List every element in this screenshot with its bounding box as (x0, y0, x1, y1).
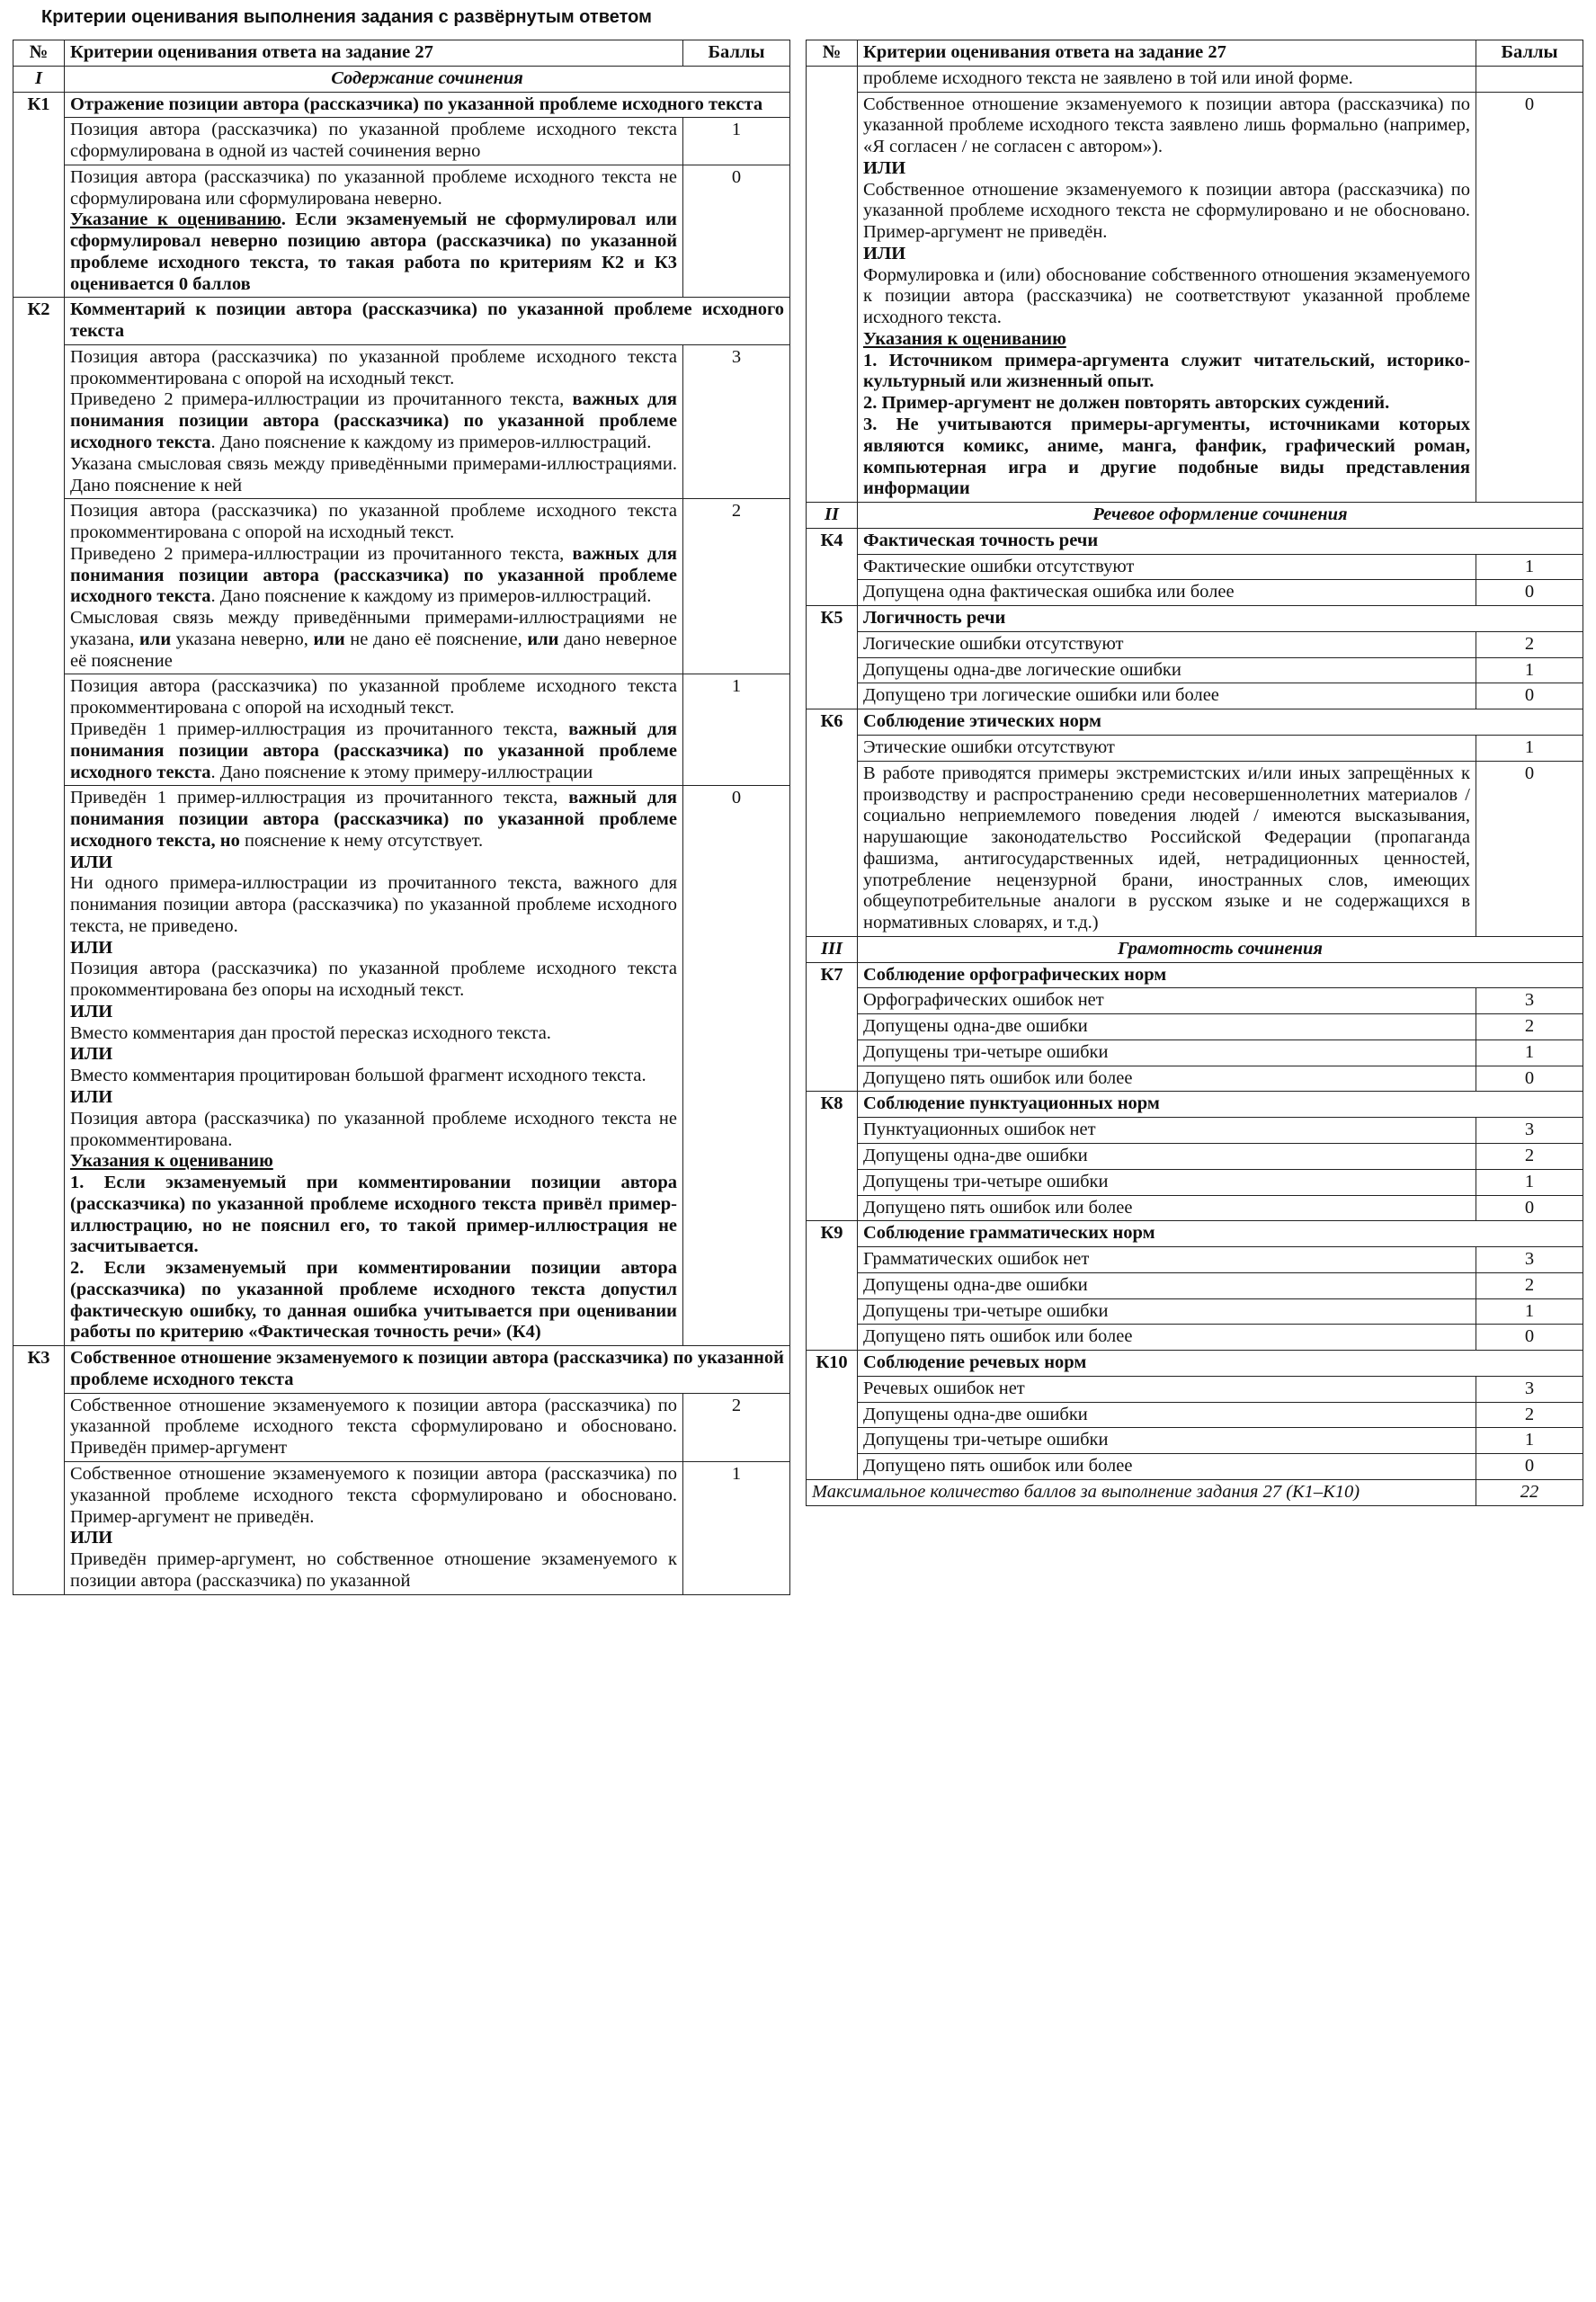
score-row (807, 1066, 1583, 1092)
section-number: I (13, 66, 65, 92)
desc-text (70, 719, 677, 783)
desc-text: Позиция автора (рассказчика) по указанной проблеме исходного текста прокомментирована с опорой на исходный текст. (70, 501, 677, 543)
desc-text: Вместо комментария процитирован большой фрагмент исходного текста. (70, 1066, 646, 1086)
desc-text: Формулировка и (или) обоснование собственного отношения экзаменуемого к позиции автора (рассказчика) не соответствуют указанной проблеме исходного текста. (863, 264, 1470, 328)
desc-part: пояснение к нему отсутствует. (239, 830, 484, 851)
score-row (13, 165, 790, 298)
score-row (807, 1039, 1583, 1066)
desc-part: дано неверное её пояснение (70, 629, 677, 671)
header-num: № (807, 40, 858, 67)
desc-part: Приведено 2 примера-иллюстрации из прочитанного текста, (70, 543, 573, 564)
or-separator: ИЛИ (70, 1001, 113, 1022)
score-points: 0 (1476, 1454, 1583, 1480)
score-points: 1 (1476, 1428, 1583, 1454)
score-row (807, 631, 1583, 657)
score-description: Фактические ошибки отсутствуют (858, 554, 1476, 580)
desc-part: . Дано пояснение к каждому из примеров-иллюстраций. (210, 433, 652, 453)
score-points: 2 (1476, 1143, 1583, 1169)
score-row (807, 580, 1583, 606)
score-row-continued (807, 66, 1583, 92)
criterion-code: К10 (807, 1351, 858, 1480)
page-title: Критерии оценивания выполнения задания с развёрнутым ответом (41, 7, 652, 27)
criterion-title: Соблюдение грамматических норм (858, 1221, 1583, 1247)
score-points: 3 (683, 344, 790, 498)
or-separator: ИЛИ (70, 1044, 113, 1065)
score-row (807, 988, 1583, 1014)
score-description: Грамматических ошибок нет (858, 1247, 1476, 1273)
criterion-title: Фактическая точность речи (858, 528, 1583, 554)
criterion-row-k1 (13, 92, 790, 118)
evaluation-note (70, 210, 677, 295)
left-criteria-column (13, 40, 789, 1595)
evaluation-note: 3. Не учитываются примеры-аргументы, источниками которых являются комикс, аниме, манга, фанфик, графический роман, компьютерная игра и другие подобные виды представления информации (863, 415, 1470, 499)
score-description: Допущена одна фактическая ошибка или более (858, 580, 1476, 606)
criterion-code: К4 (807, 528, 858, 605)
section-number: II (807, 503, 858, 529)
score-row (807, 683, 1583, 709)
score-description: Логические ошибки отсутствуют (858, 631, 1476, 657)
criterion-title: Отражение позиции автора (рассказчика) по указанной проблеме исходного текста (65, 92, 790, 118)
notes-label: Указания к оцениванию (863, 328, 1066, 349)
score-description (858, 92, 1476, 503)
evaluation-note: 1. Источником примера-аргумента служит читательский, историко-культурный или жизненный опыт. (863, 350, 1470, 392)
score-row (807, 1195, 1583, 1221)
or-separator: ИЛИ (70, 937, 113, 958)
desc-text: Позиция автора (рассказчика) по указанной проблеме исходного текста прокомментирована без опоры на исходный текст. (70, 959, 677, 1001)
criteria-table-left (13, 40, 790, 1595)
criteria-table-right (806, 40, 1583, 1506)
score-points: 1 (683, 674, 790, 786)
section-row (13, 66, 790, 92)
desc-bold-part: важный для понимания позиции автора (рассказчика) по указанной проблеме исходного текста (70, 718, 677, 782)
section-row (807, 503, 1583, 529)
score-row (807, 1169, 1583, 1195)
desc-text (70, 608, 677, 672)
section-title: Содержание сочинения (65, 66, 790, 92)
desc-part: Приведён 1 пример-иллюстрация из прочитанного текста, (70, 788, 569, 808)
score-row (13, 499, 790, 674)
criterion-row-k2 (13, 298, 790, 345)
score-description: Пунктуационных ошибок нет (858, 1118, 1476, 1144)
desc-text: Позиция автора (рассказчика) по указанной проблеме исходного текста прокомментирована с опорой на исходный текст. (70, 346, 677, 388)
score-row (807, 1014, 1583, 1040)
score-description: Собственное отношение экзаменуемого к позиции автора (рассказчика) по указанной проблеме исходного текста сформулировано и обосновано. Приведён пример-аргумент (65, 1393, 683, 1461)
score-description: Допущено три логические ошибки или более (858, 683, 1476, 709)
desc-text: Указана смысловая связь между приведёнными примерами-иллюстрациями. Дано пояснение к ней (70, 453, 677, 495)
criterion-title: Логичность речи (858, 606, 1583, 632)
score-row (807, 1118, 1583, 1144)
desc-text (70, 788, 677, 852)
desc-part: Приведён 1 пример-иллюстрация из прочитанного текста, (70, 718, 569, 739)
score-row (807, 1298, 1583, 1325)
score-points: 1 (1476, 1169, 1583, 1195)
criterion-code: К6 (807, 709, 858, 937)
score-points: 0 (1476, 1195, 1583, 1221)
criterion-row-k5 (807, 606, 1583, 632)
score-description: Допущены одна-две ошибки (858, 1272, 1476, 1298)
score-description (65, 499, 683, 674)
note-text: . Если экзаменуемый не сформулировал или сформулировал неверно позицию автора (рассказчика) по указанной проблеме исходного текста, то такая работа по критериям К2 и К3 оценивается 0 баллов (70, 210, 677, 294)
criterion-title: Соблюдение орфографических норм (858, 962, 1583, 988)
score-points: 2 (683, 499, 790, 674)
score-points: 1 (1476, 735, 1583, 761)
criterion-code: К3 (13, 1346, 65, 1594)
score-points: 0 (1476, 580, 1583, 606)
desc-text: Собственное отношение экзаменуемого к позиции автора (рассказчика) по указанной проблеме исходного текста сформулировано и обосновано. Пример-аргумент не приведён. (70, 1464, 677, 1527)
score-description: Допущено пять ошибок или более (858, 1066, 1476, 1092)
evaluation-note: 1. Если экзаменуемый при комментировании позиции автора (рассказчика) по указанной проблеме исходного текста привёл пример-иллюстрацию, но не пояснил его, то такой пример-иллюстрация не засчитывается. (70, 1173, 677, 1257)
score-row (807, 1247, 1583, 1273)
score-row (807, 1143, 1583, 1169)
score-row (807, 1454, 1583, 1480)
header-points: Баллы (1476, 40, 1583, 67)
desc-bold-part: важных для понимания позиции автора (рассказчика) по указанной проблеме исходного текста (70, 543, 677, 607)
score-description: Этические ошибки отсутствуют (858, 735, 1476, 761)
criterion-code: К1 (13, 92, 65, 298)
score-points: 2 (1476, 631, 1583, 657)
score-points: 1 (1476, 554, 1583, 580)
criterion-row-k3 (13, 1346, 790, 1394)
score-description: Орфографических ошибок нет (858, 988, 1476, 1014)
score-points: 1 (1476, 1039, 1583, 1066)
score-description (65, 786, 683, 1346)
criterion-row-k4 (807, 528, 1583, 554)
criterion-code: К5 (807, 606, 858, 709)
desc-part: указана неверно, (171, 629, 314, 649)
score-row (807, 657, 1583, 683)
score-description (65, 1462, 683, 1595)
score-points: 3 (1476, 1376, 1583, 1402)
score-points: 2 (1476, 1272, 1583, 1298)
desc-part: Приведено 2 примера-иллюстрации из прочитанного текста, (70, 389, 573, 410)
score-description: Позиция автора (рассказчика) по указанной проблеме исходного текста сформулирована в одной из частей сочинения верно (65, 118, 683, 165)
score-description: Допущены три-четыре ошибки (858, 1039, 1476, 1066)
score-description: Допущены одна-две ошибки (858, 1014, 1476, 1040)
or-word: или (313, 629, 345, 649)
table-header-row (807, 40, 1583, 67)
criterion-row-k9 (807, 1221, 1583, 1247)
score-points: 0 (683, 786, 790, 1346)
criterion-row-k8 (807, 1092, 1583, 1118)
score-row (807, 1428, 1583, 1454)
desc-text (70, 544, 677, 608)
score-points: 3 (1476, 1247, 1583, 1273)
score-points: 1 (1476, 657, 1583, 683)
note-label: Указание к оцениванию (70, 210, 281, 230)
criterion-code: К7 (807, 962, 858, 1092)
or-word: или (527, 629, 559, 649)
score-row (13, 344, 790, 498)
header-points: Баллы (683, 40, 790, 67)
criterion-code: К9 (807, 1221, 858, 1351)
continued-code-cell (807, 66, 858, 502)
right-criteria-column (806, 40, 1583, 1506)
score-description (65, 165, 683, 298)
score-row (807, 761, 1583, 936)
score-row (807, 1402, 1583, 1428)
criterion-title: Собственное отношение экзаменуемого к позиции автора (рассказчика) по указанной проблеме исходного текста (65, 1346, 790, 1394)
or-separator: ИЛИ (70, 1086, 113, 1107)
desc-text (70, 389, 677, 453)
score-points: 0 (683, 165, 790, 298)
score-points: 0 (1476, 1066, 1583, 1092)
criterion-code: К2 (13, 298, 65, 1346)
score-points: 0 (1476, 683, 1583, 709)
score-description: Речевых ошибок нет (858, 1376, 1476, 1402)
score-points: 0 (1476, 761, 1583, 936)
desc-text: Позиция автора (рассказчика) по указанной проблеме исходного текста прокомментирована с опорой на исходный текст. (70, 676, 677, 718)
score-row (807, 735, 1583, 761)
score-description: Допущены три-четыре ошибки (858, 1169, 1476, 1195)
score-points: 0 (1476, 1325, 1583, 1351)
desc-text: Приведён пример-аргумент, но собственное отношение экзаменуемого к позиции автора (рассказчика) по указанной (70, 1549, 677, 1591)
desc-text: Позиция автора (рассказчика) по указанной проблеме исходного текста не прокомментирована. (70, 1108, 677, 1150)
table-header-row (13, 40, 790, 67)
or-word: или (139, 629, 172, 649)
criterion-title: Соблюдение этических норм (858, 709, 1583, 736)
score-points: 0 (1476, 92, 1583, 503)
score-points: 1 (683, 118, 790, 165)
score-points: 2 (1476, 1014, 1583, 1040)
score-points: 2 (683, 1393, 790, 1461)
score-row (13, 118, 790, 165)
score-row (807, 92, 1583, 503)
notes-label: Указания к оцениванию (70, 1151, 273, 1172)
evaluation-note: 2. Если экзаменуемый при комментировании позиции автора (рассказчика) по указанной проблеме исходного текста допустил фактическую ошибку, то данная ошибка учитывается при оценивании работы по критерию «Фактическая точность речи» (К4) (70, 1258, 677, 1343)
score-description: проблеме исходного текста не заявлено в той или иной форме. (858, 66, 1476, 92)
criterion-title: Соблюдение речевых норм (858, 1351, 1583, 1377)
criterion-row-k7 (807, 962, 1583, 988)
score-points: 1 (1476, 1298, 1583, 1325)
score-description: Допущено пять ошибок или более (858, 1454, 1476, 1480)
score-row (807, 1325, 1583, 1351)
score-points: 3 (1476, 1118, 1583, 1144)
evaluation-note: 2. Пример-аргумент не должен повторять авторских суждений. (863, 393, 1390, 414)
score-description (65, 344, 683, 498)
score-description: Допущены одна-две ошибки (858, 1143, 1476, 1169)
score-row (13, 674, 790, 786)
desc-text: Вместо комментария дан простой пересказ исходного текста. (70, 1022, 551, 1043)
score-description: Допущено пять ошибок или более (858, 1195, 1476, 1221)
desc-part: не дано её пояснение, (344, 629, 528, 649)
header-criteria: Критерии оценивания ответа на задание 27 (65, 40, 683, 67)
section-row (807, 936, 1583, 962)
desc-part: Смысловая связь между приведёнными примерами-иллюстрациями не указана, (70, 608, 677, 649)
or-separator: ИЛИ (863, 243, 906, 263)
or-separator: ИЛИ (863, 157, 906, 178)
desc-text: Позиция автора (рассказчика) по указанной проблеме исходного текста не сформулирована или сформулирована неверно. (70, 166, 677, 209)
desc-part: . Дано пояснение к этому примеру-иллюстрации (210, 762, 593, 782)
score-points: 1 (683, 1462, 790, 1595)
score-description: Допущены три-четыре ошибки (858, 1298, 1476, 1325)
or-separator: ИЛИ (70, 1528, 113, 1548)
score-row (807, 1272, 1583, 1298)
desc-text: Собственное отношение экзаменуемого к позиции автора (рассказчика) по указанной проблеме исходного текста не сформулировано и не обосновано. Пример-аргумент не приведён. (863, 179, 1470, 243)
criterion-row-k6 (807, 709, 1583, 736)
criterion-title: Соблюдение пунктуационных норм (858, 1092, 1583, 1118)
score-description: Допущено пять ошибок или более (858, 1325, 1476, 1351)
score-points: 3 (1476, 988, 1583, 1014)
score-description: Допущены три-четыре ошибки (858, 1428, 1476, 1454)
score-row (807, 1376, 1583, 1402)
score-description: Допущены одна-две ошибки (858, 1402, 1476, 1428)
desc-text: Собственное отношение экзаменуемого к позиции автора (рассказчика) по указанной проблеме исходного текста заявлено лишь формально (например, «Я согласен / не согласен с автором»). (863, 94, 1470, 157)
score-description: В работе приводятся примеры экстремистских и/или иных запрещённых к производству и распространению среди несовершеннолетних материалов / социально неприемлемого поведения людей / имеются высказывания, нарушающие законодательство Российской Федерации (пропаганда фашизма, антигосударственных идей, нетрадиционных ценностей, употребление нецензурной брани, иностранных слов, имеющих общеупотребительные аналоги в русском языке и не содержащихся в нормативных словарях, и т.д.) (858, 761, 1476, 936)
desc-part: . Дано пояснение к каждому из примеров-иллюстраций. (210, 586, 652, 607)
desc-bold-part: важный для понимания позиции автора (рассказчика) по указанной проблеме исходного текста, но (70, 788, 677, 851)
max-score-label: Максимальное количество баллов за выполнение задания 27 (К1–К10) (807, 1479, 1476, 1505)
criterion-row-k10 (807, 1351, 1583, 1377)
score-row (13, 1393, 790, 1461)
max-score-value: 22 (1476, 1479, 1583, 1505)
max-score-row (807, 1479, 1583, 1505)
score-row (807, 554, 1583, 580)
score-row (13, 786, 790, 1346)
score-description: Допущены одна-две логические ошибки (858, 657, 1476, 683)
criterion-code: К8 (807, 1092, 858, 1221)
section-number: III (807, 936, 858, 962)
or-separator: ИЛИ (70, 852, 113, 872)
section-title: Грамотность сочинения (858, 936, 1583, 962)
desc-bold-part: важных для понимания позиции автора (рассказчика) по указанной проблеме исходного текста (70, 389, 677, 453)
desc-text: Ни одного примера-иллюстрации из прочитанного текста, важного для понимания позиции автора (рассказчика) по указанной проблеме исходного текста, не приведено. (70, 873, 677, 936)
section-title: Речевое оформление сочинения (858, 503, 1583, 529)
score-points-empty (1476, 66, 1583, 92)
header-num: № (13, 40, 65, 67)
score-row (13, 1462, 790, 1595)
criterion-title: Комментарий к позиции автора (рассказчика) по указанной проблеме исходного текста (65, 298, 790, 345)
score-points: 2 (1476, 1402, 1583, 1428)
header-criteria: Критерии оценивания ответа на задание 27 (858, 40, 1476, 67)
score-description (65, 674, 683, 786)
